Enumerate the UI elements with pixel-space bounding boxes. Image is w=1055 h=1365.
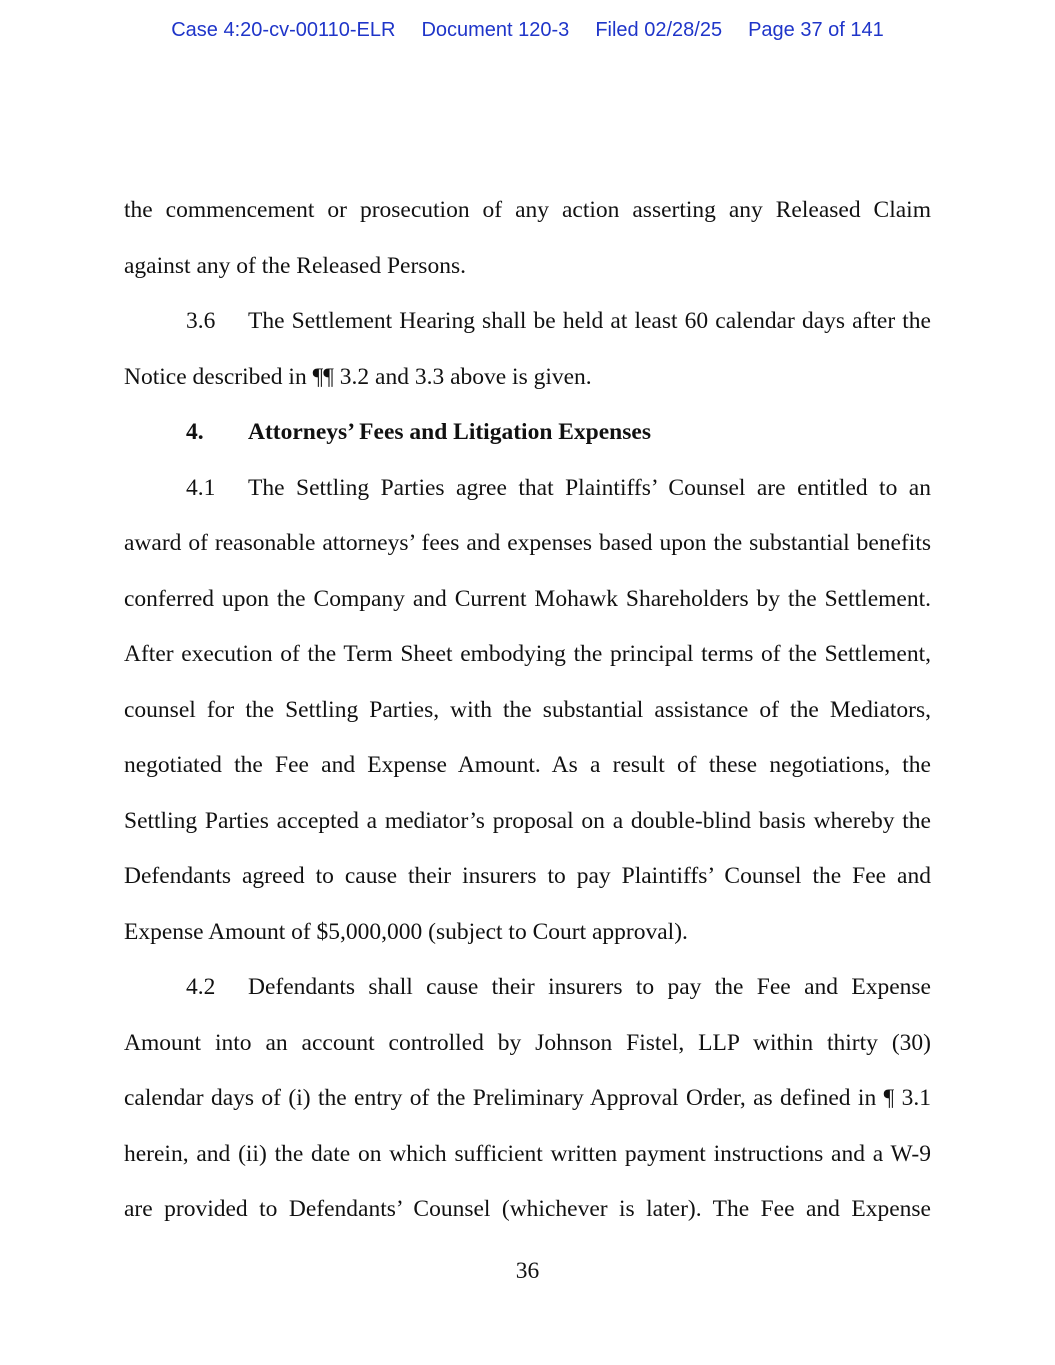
case-number: Case 4:20-cv-00110-ELR <box>171 19 396 41</box>
filed-date: Filed 02/28/25 <box>595 19 723 41</box>
section-3-6-line: Notice described in ¶¶ 3.2 and 3.3 above is given. <box>124 363 592 390</box>
continuation-line: the commencement or prosecution of any action asserting any Released Claim <box>124 197 931 223</box>
section-number: 4.1 <box>186 474 216 501</box>
section-4-1-line: conferred upon the Company and Current Mohawk Shareholders by the Settlement. <box>124 585 931 612</box>
section-4-2-line: calendar days of (i) the entry of the Preliminary Approval Order, as defined in ¶ 3.1 <box>124 1085 931 1111</box>
section-4-1-line: Defendants agreed to cause their insurers to pay Plaintiffs’ Counsel the Fee and <box>124 863 931 889</box>
section-4-1-line: negotiated the Fee and Expense Amount. As a result of these negotiations, the <box>124 752 931 778</box>
section-4-2-line: are provided to Defendants’ Counsel (whichever is later). The Fee and Expense <box>124 1196 931 1222</box>
section-4-1-line: counsel for the Settling Parties, with the substantial assistance of the Mediators, <box>124 696 931 723</box>
document-number: Document 120-3 <box>421 19 570 41</box>
section-title: Attorneys’ Fees and Litigation Expenses <box>248 419 651 445</box>
section-number: 4.2 <box>186 974 216 1000</box>
section-number: 4. <box>186 419 204 445</box>
section-3-6-text: The Settlement Hearing shall be held at least 60 calendar days after the <box>248 308 931 334</box>
court-filing-header <box>0 19 1055 42</box>
page-count: Page 37 of 141 <box>748 19 884 41</box>
section-4-1-line: After execution of the Term Sheet embodying the principal terms of the Settlement, <box>124 641 931 667</box>
section-4-2-line <box>124 960 931 1016</box>
section-4-1-line: Expense Amount of $5,000,000 (subject to Court approval). <box>124 918 688 945</box>
continuation-line: against any of the Released Persons. <box>124 252 466 279</box>
section-4-heading <box>124 405 931 461</box>
document-body <box>124 183 931 1238</box>
page-number: 36 <box>515 1258 540 1284</box>
section-4-2-text: Defendants shall cause their insurers to pay the Fee and Expense <box>248 974 931 1000</box>
section-number: 3.6 <box>186 308 216 334</box>
section-4-1-line: award of reasonable attorneys’ fees and expenses based upon the substantial benefits <box>124 530 931 556</box>
section-4-1-line: Settling Parties accepted a mediator’s proposal on a double-blind basis whereby the <box>124 807 931 834</box>
section-4-2-line: herein, and (ii) the date on which sufficient written payment instructions and a W-9 <box>124 1140 931 1167</box>
section-4-2-line: Amount into an account controlled by Johnson Fistel, LLP within thirty (30) <box>124 1029 931 1056</box>
section-4-1-text: The Settling Parties agree that Plaintiffs’ Counsel are entitled to an <box>248 474 931 501</box>
section-4-1-line <box>124 461 931 517</box>
section-3-6-line <box>124 294 931 350</box>
